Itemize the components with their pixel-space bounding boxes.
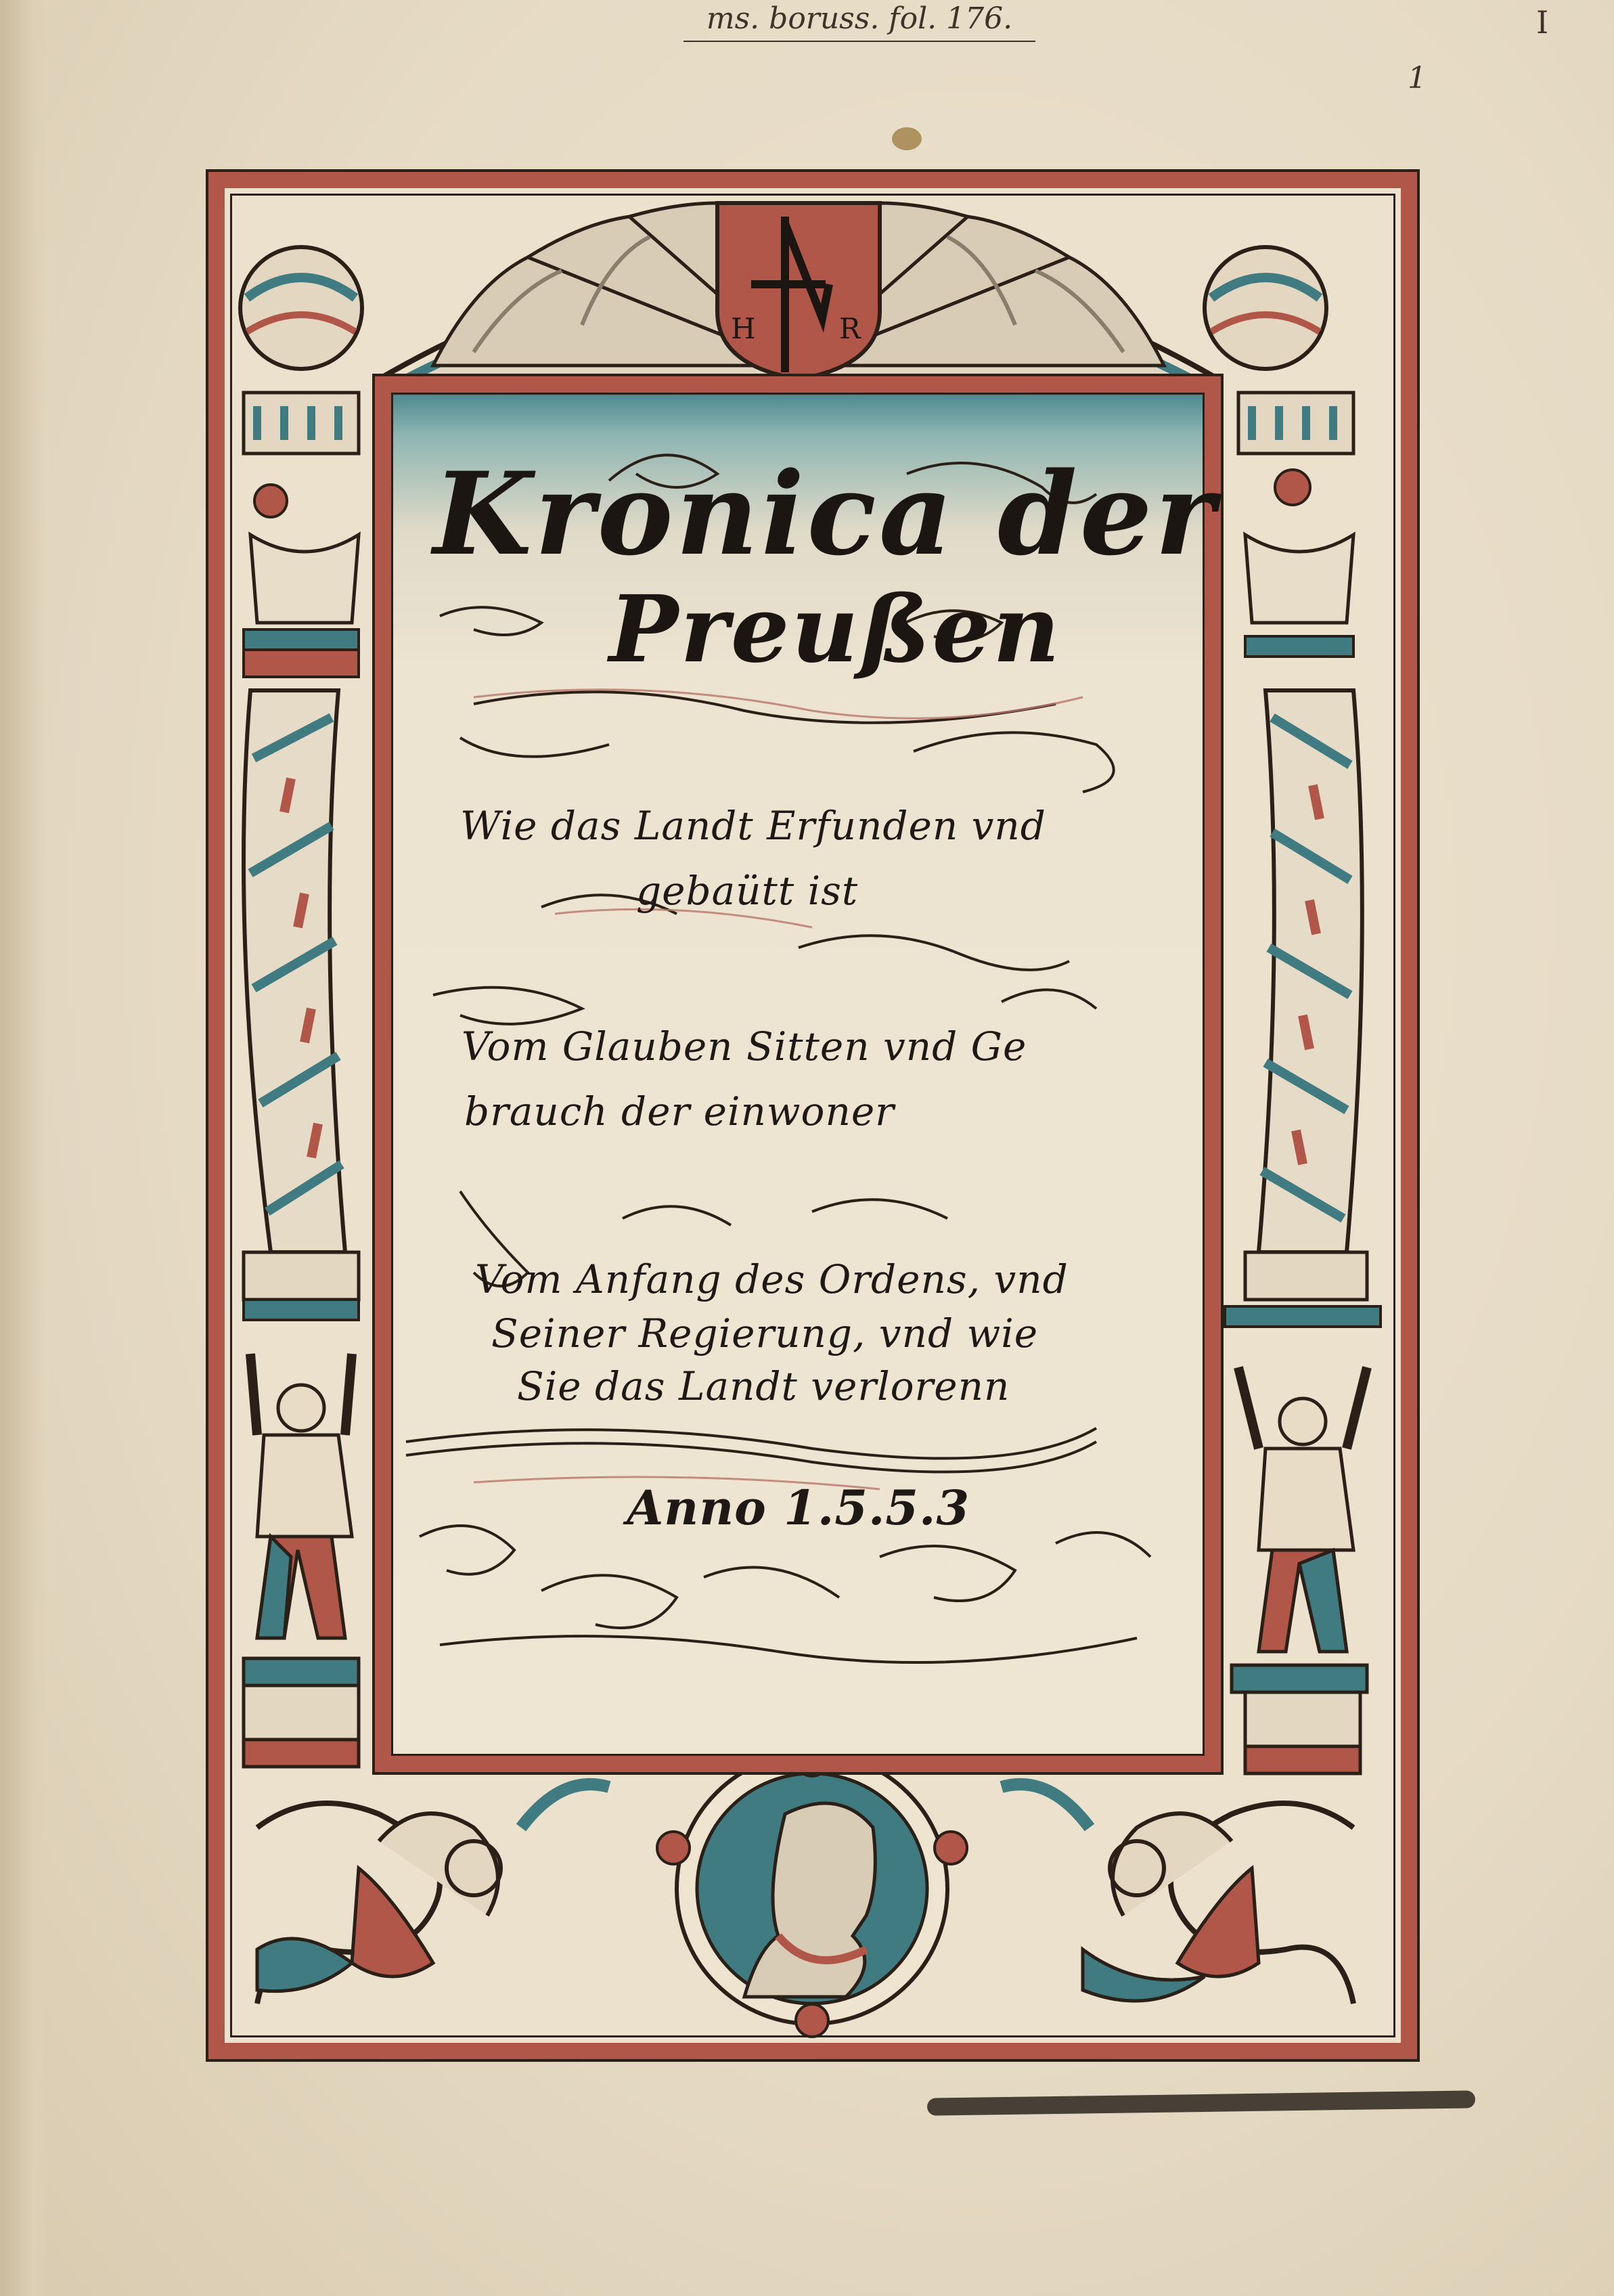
monogram-letter-right: R: [839, 312, 861, 345]
title-line-2: Preußen: [609, 575, 1062, 684]
section-3-line-3: Sie das Landt verlorenn: [517, 1363, 1010, 1409]
section-3-line-2: Seiner Regierung, vnd wie: [491, 1310, 1039, 1356]
folio-number: 1: [1408, 61, 1427, 95]
section-2-line-1: Vom Glauben Sitten vnd Ge: [462, 1023, 1027, 1069]
section-3-line-1: Vom Anfang des Ordens, vnd: [475, 1256, 1069, 1302]
monogram-letter-left: H: [731, 312, 756, 345]
section-1-line-1: Wie das Landt Erfunden vnd: [460, 803, 1046, 849]
folio-roman-numeral: I: [1536, 4, 1549, 41]
shelfmark: ms. boruss. fol. 176.: [683, 0, 1035, 42]
date-line: Anno 1.5.5.3: [627, 1480, 970, 1536]
section-2-line-2: brauch der einwoner: [464, 1088, 895, 1134]
title-line-1: Kronica der: [433, 447, 1218, 581]
section-1-line-2: gebaütt ist: [636, 868, 859, 914]
